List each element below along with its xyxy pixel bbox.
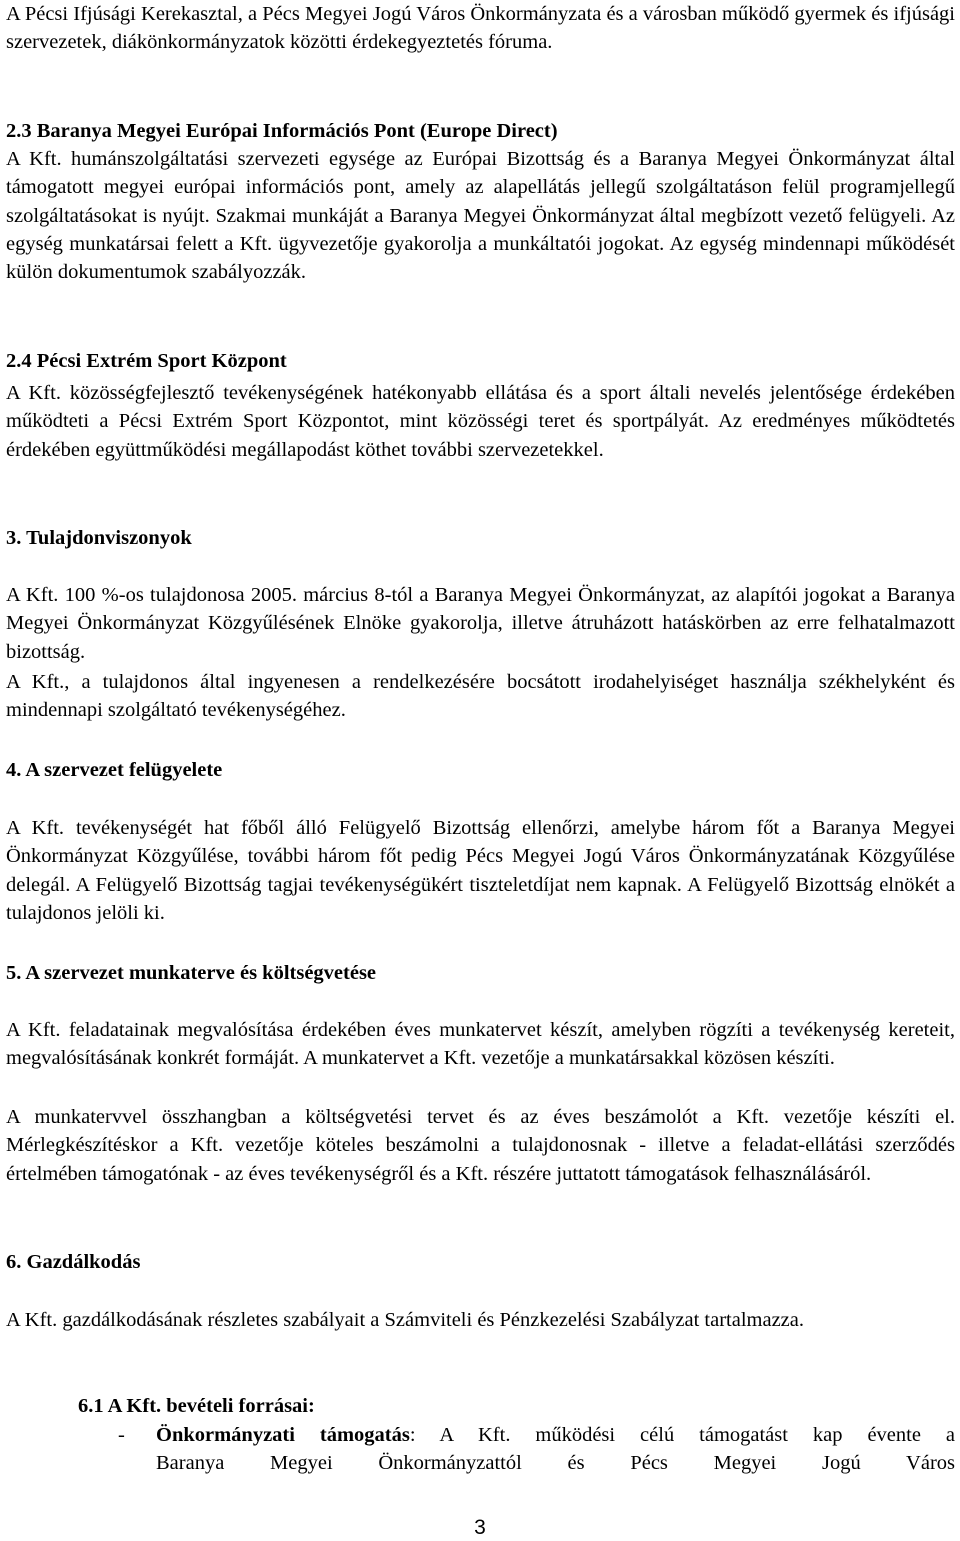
section-3-heading: 3. Tulajdonviszonyok — [6, 527, 192, 549]
list-item-label: Önkormányzati támogatás — [156, 1424, 410, 1446]
section-6-1-heading: 6.1 A Kft. bevételi forrásai: — [78, 1395, 315, 1417]
section-5-heading: 5. A szervezet munkaterve és költségvetése — [6, 962, 377, 984]
section-3-paragraph-1: A Kft. 100 %-os tulajdonosa 2005. március 8-tól a Baranya Megyei Önkormányzat, az alapítói jogokat a Baranya Megyei Önkormányzat Közgyűlésének Elnöke gyakorolja, illetve átruházott hatáskörben az erre felhatalmazott bizottság. — [6, 584, 955, 663]
page-number: 3 — [474, 1516, 486, 1539]
section-2-4-paragraph: A Kft. közösségfejlesztő tevékenységének hatékonyabb ellátása és a sport általi nevelés jelentősége érdekében működteti a Pécsi Extrém Sport Központot, mint közösségi teret és sportpályát. Az eredményes működtetés érdekében együttműködési megállapodást köthet további szervezetekkel. — [6, 382, 955, 461]
section-3-paragraph-2: A Kft., a tulajdonos által ingyenesen a rendelkezésére bocsátott irodahelyiséget használja székhelyként és mindennapi szolgáltató tevékenységéhez. — [6, 671, 955, 722]
section-6-paragraph: A Kft. gazdálkodásának részletes szabályait a Számviteli és Pénzkezelési Szabályzat tartalmazza. — [6, 1309, 804, 1331]
section-2-3-paragraph: A Kft. humánszolgáltatási szervezeti egysége az Európai Bizottság és a Baranya Megyei Önkormányzat által támogatott megyei európai információs pont, amely az alapellátás jellegű szolgáltatáson felül programjellegű szolgáltatásokat is nyújt. Szakmai munkáját a Baranya Megyei Önkormányzat által megbízott vezető felügyeli. Az egység munkatársai felett a Kft. ügyvezetője gyakorolja a munkáltatói jogokat. Az egység mindennapi működését külön dokumentumok szabályozzák. — [6, 148, 955, 284]
section-6-heading: 6. Gazdálkodás — [6, 1251, 141, 1273]
list-item-line-2: Baranya Megyei Önkormányzattól és Pécs Megyei Jogú Város — [156, 1452, 955, 1474]
intro-paragraph: A Pécsi Ifjúsági Kerekasztal, a Pécs Megyei Jogú Város Önkormányzata és a városban működő gyermek és ifjúsági szervezetek, diákönkormányzatok közötti érdekegyeztetés fóruma. — [6, 3, 955, 54]
list-bullet-dash: - — [118, 1424, 125, 1446]
list-item-line-1 — [156, 1421, 955, 1449]
section-4-paragraph: A Kft. tevékenységét hat főből álló Felügyelő Bizottság ellenőrzi, amelybe három főt a Baranya Megyei Önkormányzat Közgyűlése, további három főt pedig Pécs Megyei Jogú Város Önkormányzatának Közgyűlése delegál. A Felügyelő Bizottság tagjai tevékenységükért tiszteletdíjat nem kapnak. A Felügyelő Bizottság elnökét a tulajdonos jelöli ki. — [6, 817, 955, 924]
section-2-3-heading: 2.3 Baranya Megyei Európai Információs Pont (Europe Direct) — [6, 120, 558, 142]
section-4-heading: 4. A szervezet felügyelete — [6, 759, 223, 781]
list-item-text: : A Kft. működési célú támogatást kap évente a — [409, 1424, 955, 1446]
section-5-paragraph-2: A munkatervvel összhangban a költségvetési tervet és az éves beszámolót a Kft. vezetője készíti el. Mérlegkészítéskor a Kft. vezetője köteles beszámolni a tulajdonosnak - illetve a feladat-ellátási szerződés értelmében támogatónak - az éves tevékenységről és a Kft. részére juttatott támogatások felhasználásáról. — [6, 1106, 955, 1185]
section-2-4-heading: 2.4 Pécsi Extrém Sport Központ — [6, 350, 287, 372]
section-5-paragraph-1: A Kft. feladatainak megvalósítása érdekében éves munkatervet készít, amelyben rögzíti a tevékenység kereteit, megvalósításának konkrét formáját. A munkatervet a Kft. vezetője a munkatársakkal közösen készíti. — [6, 1019, 955, 1070]
